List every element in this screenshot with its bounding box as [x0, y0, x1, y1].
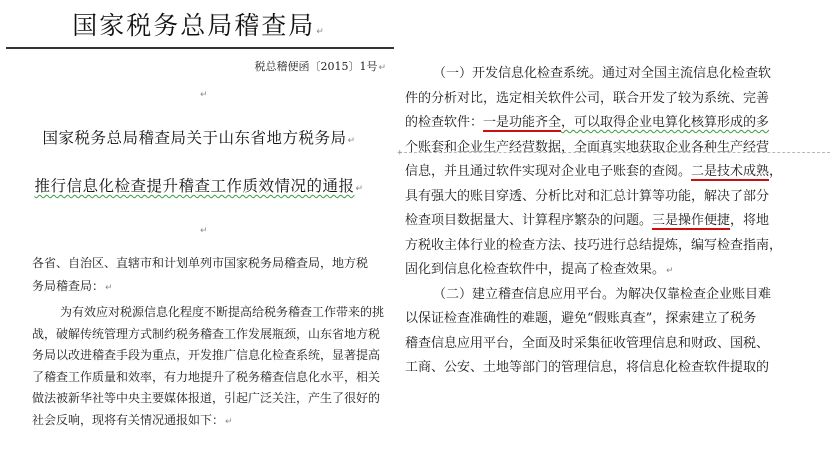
- text-line: 个账套和企业生产经营数据，全面真实地获取企业各种生产经营: [405, 139, 770, 155]
- header-text: 国家税务总局稽查局: [72, 11, 316, 40]
- paragraph-mark-icon: ↵: [355, 184, 364, 194]
- salutation: 各省、自治区、直辖市和计划单列市国家税务局稽查局，地方税 务局稽查局：↵: [32, 256, 369, 293]
- paragraph-mark-icon: ↵: [200, 226, 208, 236]
- body-paragraph: 为有效应对税源信息化程度不断提高给税务稽查工作带来的挑战，破解传统管理方式制约税务稽查工作发展瓶颈，山东省地方税务局以改进稽查手段为重点，开发推广信息化检查系统，显著提高了稽查工作质量和效率，有力地提升了税务稽查信息化水平，相关做法被新华社等中央主要媒体报道，引起广泛关注，产生了很好的社会反响，现将有关情况通报如下：↵: [32, 305, 385, 427]
- text-line: 以保证检查准确性的难题，避免“假账真查”，探索建立了税务: [405, 311, 757, 326]
- text-line: 信息，并且通过软件实现对企业电子账套的查阅。二是技术成熟，: [405, 164, 783, 179]
- text-line: （二）建立稽查信息应用平台。为解决仅靠检查企业账目难: [433, 286, 772, 302]
- text-line: 方税收主体行业的检查方法、技巧进行总结提炼，编写检查指南，: [405, 237, 783, 253]
- highlight-feature-2: 二是技术成熟: [691, 164, 770, 179]
- text-line: 具有强大的账目穿透、分析比对和汇总计算等功能，解决了部分: [405, 188, 770, 204]
- text-line: 件的分析对比，选定相关软件公司，联合开发了较为系统、完善: [405, 90, 770, 106]
- notice-title-line-1: 国家税务总局稽查局关于山东省地方税务局↵: [42, 129, 356, 147]
- text-line: 稽查信息应用平台，全面及时采集征收管理信息和财政、国税、: [405, 335, 770, 351]
- document-number: 税总稽便函〔2015〕1号↵: [254, 60, 386, 73]
- text-line: 检查项目数据量大、计算程序繁杂的问题。三是操作便捷，将地: [405, 213, 770, 228]
- document-header: [0, 6, 398, 42]
- notice-title-line-2: 推行信息化检查提升稽查工作质效情况的通报↵: [34, 177, 364, 195]
- left-document: [0, 0, 398, 451]
- paragraph-mark-icon: ↵: [200, 90, 208, 100]
- paragraph-mark-icon: ↵: [316, 27, 326, 37]
- divider-marker-icon: +: [397, 148, 403, 158]
- right-document: [405, 62, 825, 381]
- text-line: 工商、公安、土地等部门的管理信息，将信息化检查软件提取的: [405, 360, 770, 375]
- paragraph-mark-icon: ↵: [105, 283, 113, 293]
- paragraph-mark-icon: ↵: [666, 266, 674, 276]
- highlight-feature-1: 一是功能齐全: [483, 115, 562, 130]
- header-rule: [6, 47, 394, 49]
- highlight-feature-3: 三是操作便捷: [652, 213, 731, 228]
- text-line: （一）开发信息化检查系统。通过对全国主流信息化检查软: [433, 66, 772, 81]
- paragraph-mark-icon: ↵: [347, 136, 356, 146]
- text-line: 固化到信息化检查软件中，提高了检查效果。↵: [405, 262, 674, 277]
- paragraph-mark-icon: ↵: [378, 63, 386, 73]
- text-line: 的检查软件：一是功能齐全，可以取得企业电算化核算形成的多: [405, 115, 770, 130]
- paragraph-mark-icon: ↵: [225, 416, 233, 427]
